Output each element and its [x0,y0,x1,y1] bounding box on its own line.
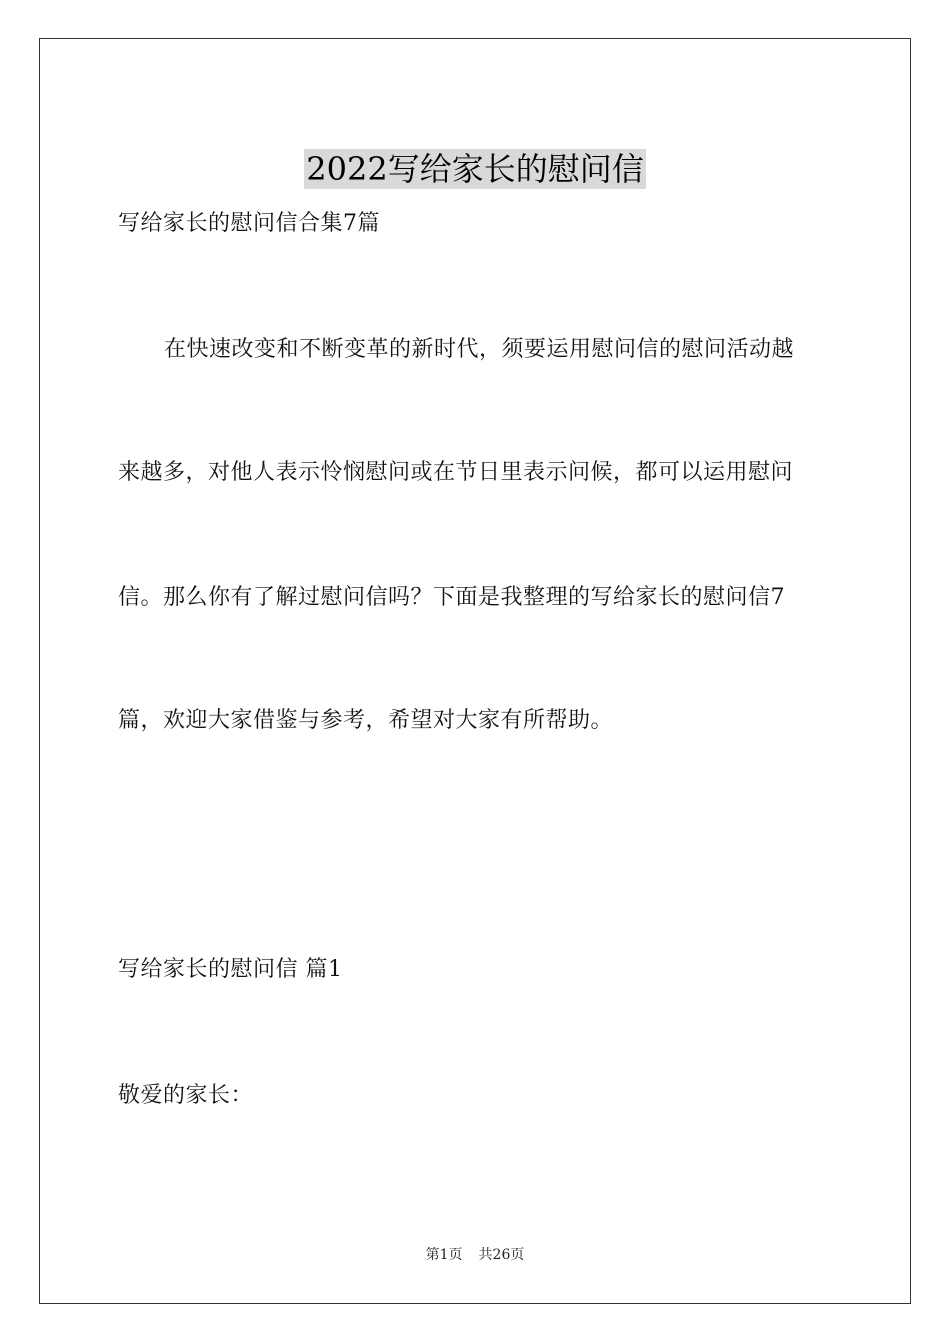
salutation: 敬爱的家长： [118,1083,254,1108]
title-container [0,128,950,211]
intro-line-2: 来越多，对他人表示怜悯慰问或在节日里表示问候，都可以运用慰问 [118,460,794,485]
document-title: 2022写给家长的慰问信 [306,150,644,189]
document-subtitle: 写给家长的慰问信合集7篇 [118,211,380,236]
intro-line-3: 信。那么你有了解过慰问信吗？下面是我整理的写给家长的慰问信7 [118,585,785,610]
page-total: 共26页 [478,1247,525,1263]
intro-line-1: 在快速改变和不断变革的新时代，须要运用慰问信的慰问活动越 [164,337,795,362]
intro-line-4: 篇，欢迎大家借鉴与参考，希望对大家有所帮助。 [118,708,614,733]
page-footer [0,1246,950,1264]
section-heading: 写给家长的慰问信 篇1 [118,957,343,982]
page-number: 第1页 [425,1247,463,1263]
